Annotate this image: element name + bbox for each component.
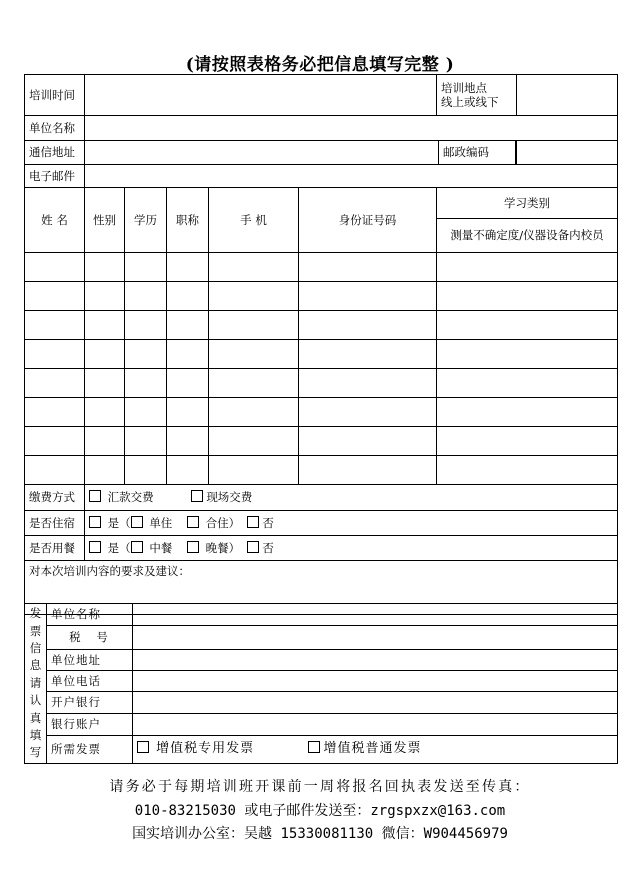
email-field[interactable] bbox=[85, 165, 618, 188]
lodging-label: 是否住宿 bbox=[25, 511, 85, 536]
company-name-label: 单位名称 bbox=[25, 116, 85, 141]
col-title: 职称 bbox=[167, 188, 209, 253]
col-name: 姓 名 bbox=[25, 188, 85, 253]
invoice-side-char: 写 bbox=[29, 745, 42, 760]
footer-line-1: 请务必于每期培训班开课前一周将报名回执表发送至传真： bbox=[109, 779, 531, 795]
training-location-label-line1: 培训地点 bbox=[441, 80, 487, 95]
checkbox-icon[interactable] bbox=[308, 741, 320, 753]
training-location-label bbox=[437, 75, 517, 116]
invoice-company-name-field[interactable] bbox=[133, 604, 618, 626]
invoice-type-label: 所需发票 bbox=[47, 736, 133, 764]
email-label: 电子邮件 bbox=[25, 165, 85, 188]
meal-label: 是否用餐 bbox=[25, 536, 85, 561]
lodging-yes-label: 是（ bbox=[107, 515, 131, 530]
invoice-side-label bbox=[25, 604, 47, 764]
table-row[interactable] bbox=[25, 340, 618, 369]
col-study-category: 学习类别 bbox=[437, 188, 618, 219]
checkbox-icon[interactable] bbox=[131, 516, 143, 528]
invoice-side-char: 真 bbox=[29, 710, 42, 725]
payment-option-onsite[interactable] bbox=[191, 490, 252, 504]
invoice-side-char: 发 bbox=[29, 606, 42, 621]
lodging-no-label: 否 bbox=[262, 515, 274, 530]
checkbox-icon[interactable] bbox=[89, 541, 101, 553]
training-time-field[interactable] bbox=[85, 75, 437, 116]
lodging-shared-label: 合住） bbox=[205, 515, 241, 530]
checkbox-icon[interactable] bbox=[131, 541, 143, 553]
invoice-option-special: 增值税专用发票 bbox=[156, 741, 255, 757]
lodging-options bbox=[85, 511, 618, 536]
invoice-form bbox=[24, 603, 618, 764]
col-mobile: 手 机 bbox=[209, 188, 299, 253]
payment-option-transfer[interactable] bbox=[89, 490, 154, 504]
checkbox-icon[interactable] bbox=[89, 490, 101, 502]
table-row[interactable] bbox=[25, 311, 618, 340]
invoice-tax-id-label: 税 号 bbox=[47, 626, 133, 650]
training-location-field[interactable] bbox=[517, 75, 618, 116]
invoice-tax-id-field[interactable] bbox=[133, 626, 618, 650]
invoice-bank-label: 开户银行 bbox=[47, 692, 133, 714]
table-row[interactable] bbox=[25, 456, 618, 485]
invoice-address-field[interactable] bbox=[133, 650, 618, 671]
table-row[interactable] bbox=[25, 369, 618, 398]
company-name-field[interactable] bbox=[85, 116, 618, 141]
registration-form bbox=[24, 74, 618, 615]
payment-option-onsite-label: 现场交费 bbox=[206, 490, 253, 505]
invoice-address-label: 单位地址 bbox=[47, 650, 133, 671]
meal-dinner-label: 晚餐） bbox=[205, 540, 241, 555]
invoice-side-char: 息 bbox=[29, 658, 42, 673]
col-id-number: 身份证号码 bbox=[299, 188, 437, 253]
meal-lunch-label: 中餐 bbox=[149, 540, 173, 555]
invoice-side-char: 填 bbox=[29, 728, 42, 743]
address-label: 通信地址 bbox=[25, 141, 85, 165]
postcode-cell bbox=[517, 141, 618, 165]
invoice-account-field[interactable] bbox=[133, 714, 618, 736]
checkbox-icon[interactable] bbox=[89, 516, 101, 528]
table-row[interactable] bbox=[25, 427, 618, 456]
invoice-account-label: 银行账户 bbox=[47, 714, 133, 736]
checkbox-icon[interactable] bbox=[247, 541, 259, 553]
page-title: (请按照表格务必把信息填写完整 ) bbox=[185, 55, 455, 75]
checkbox-icon[interactable] bbox=[137, 741, 149, 753]
col-course: 测量不确定度/仪器设备内校员 bbox=[437, 219, 618, 253]
postcode-label: 邮政编码 bbox=[438, 141, 516, 164]
footer-line-3: 国实培训办公室：吴越 15330081130 微信：W904456979 bbox=[132, 826, 508, 842]
invoice-phone-field[interactable] bbox=[133, 671, 618, 692]
invoice-side-char: 票 bbox=[29, 623, 42, 638]
invoice-side-char: 信 bbox=[29, 640, 42, 655]
checkbox-icon[interactable] bbox=[187, 516, 199, 528]
checkbox-icon[interactable] bbox=[247, 516, 259, 528]
invoice-company-name-label: 单位名称 bbox=[47, 604, 133, 626]
invoice-bank-field[interactable] bbox=[133, 692, 618, 714]
payment-option-transfer-label: 汇款交费 bbox=[107, 490, 154, 505]
invoice-side-char: 认 bbox=[29, 693, 42, 708]
table-row[interactable] bbox=[25, 282, 618, 311]
checkbox-icon[interactable] bbox=[187, 541, 199, 553]
training-location-label-line2: 线上或线下 bbox=[441, 95, 499, 109]
invoice-phone-label: 单位电话 bbox=[47, 671, 133, 692]
training-time-label: 培训时间 bbox=[25, 75, 85, 116]
payment-label: 缴费方式 bbox=[25, 485, 85, 511]
suggestion-label: 对本次培训内容的要求及建议： bbox=[29, 564, 190, 578]
invoice-type-options bbox=[133, 736, 618, 764]
lodging-single-label: 单住 bbox=[149, 515, 173, 530]
col-gender: 性别 bbox=[85, 188, 125, 253]
table-row[interactable] bbox=[25, 398, 618, 427]
participant-rows bbox=[25, 253, 618, 485]
meal-yes-label: 是（ bbox=[107, 540, 131, 555]
payment-options bbox=[85, 485, 618, 511]
table-row[interactable] bbox=[25, 253, 618, 282]
invoice-option-general: 增值税普通发票 bbox=[323, 741, 422, 757]
col-education: 学历 bbox=[125, 188, 167, 253]
meal-options bbox=[85, 536, 618, 561]
meal-no-label: 否 bbox=[262, 540, 274, 555]
invoice-side-char: 请 bbox=[29, 675, 42, 690]
footer-line-2: 010-83215030 或电子邮件发送至：zrgspxzx@163.com bbox=[134, 803, 506, 819]
checkbox-icon[interactable] bbox=[191, 490, 203, 502]
